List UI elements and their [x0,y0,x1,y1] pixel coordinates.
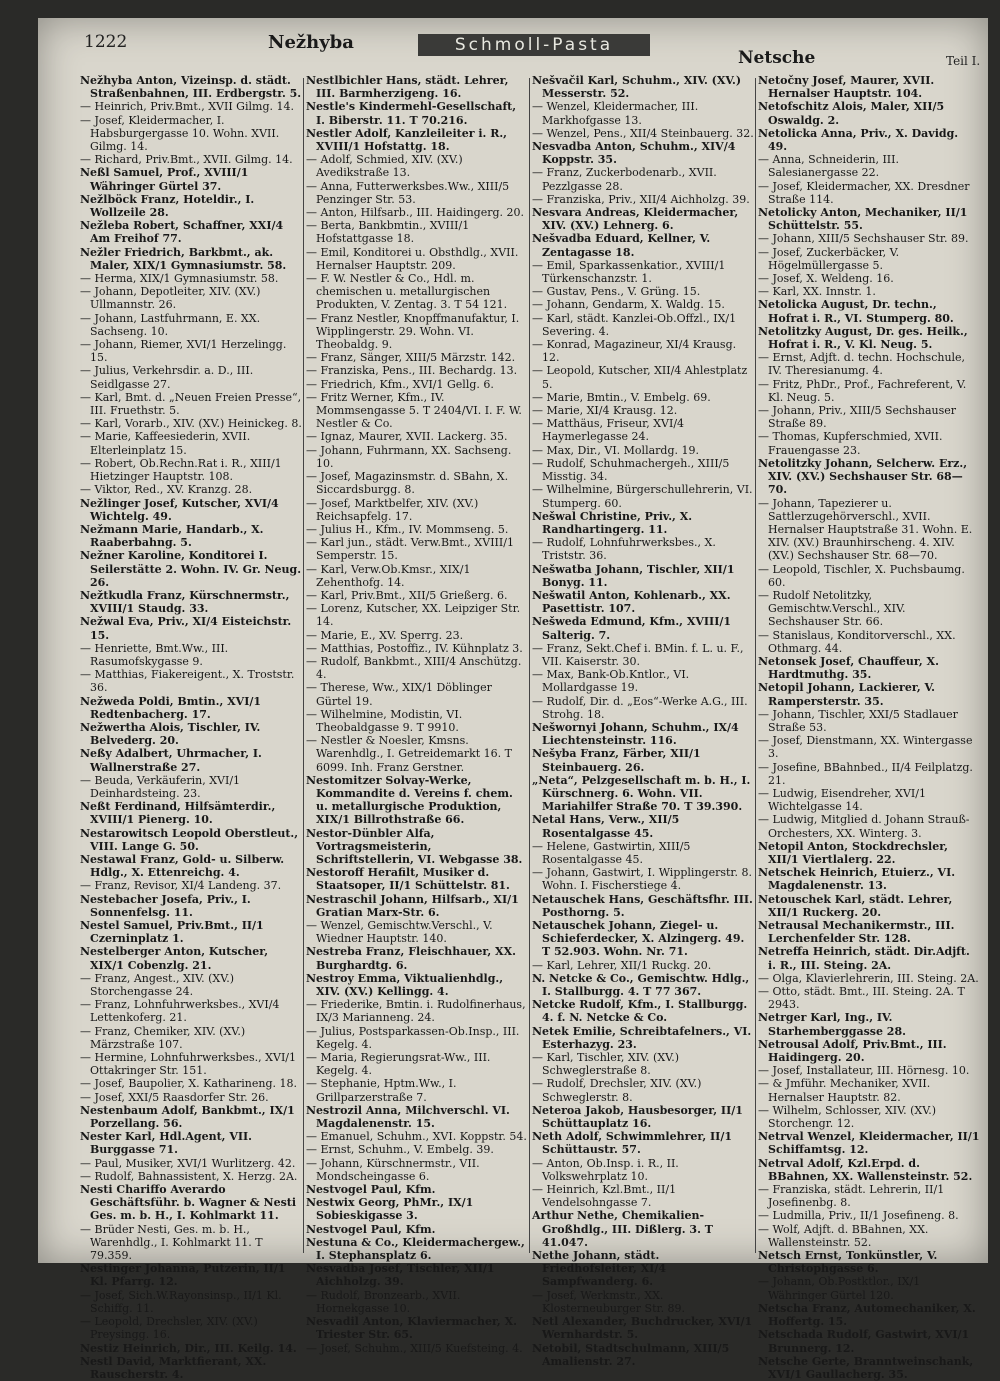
directory-entry: — Therese, Ww., XIX/1 Döblinger Gürtel 19. [306,681,492,708]
directory-entry: — Robert, Ob.Rechn.Rat i. R., XIII/1 Hietzinger Hauptstr. 108. [80,456,282,484]
directory-entry: — Josefine, BBahnbed., II/4 Feilplatzg. 21. [758,760,973,787]
directory-entry: — Adolf, Schmied, XIV. (XV.) Avedikstraße 13. [306,153,463,180]
directory-entry: — Josef, Kleidermacher, I. Habsburgergasse 10. Wohn. XVII. Gilmg. 14. [80,113,280,154]
directory-entry: Nesvadba Anton, Schuhm., XIV/4 Koppstr. 35. [532,140,736,167]
directory-entry: Nethe Johann, städt. Friedhofsleiter, XI/4 Sampfwanderg. 6. [532,1249,666,1289]
directory-entry: Nežtkudla Franz, Kürschnermstr., XVIII/1 Staudg. 33. [80,588,290,616]
directory-entry: — Marie, XI/4 Krausg. 12. [532,404,678,418]
directory-entry: — Heinrich, Kzl.Bmt., II/1 Vendelsohngasse 7. [532,1183,677,1210]
directory-page [38,18,988,1381]
column-2 [306,74,528,1355]
directory-entry: — Josef, XXI/5 Raasdorfer Str. 26. [80,1090,269,1104]
directory-entry: Netscha Franz, Automechaniker, X. Hoffertg. 15. [758,1301,976,1329]
page-number: 1222 [84,32,128,52]
directory-entry: Nestvogel Paul, Kfm. [306,1183,436,1197]
directory-entry: — Karl, Lehrer, XII/1 Ruckg. 20. [532,958,712,972]
directory-entry: Nešwatil Anton, Kohlenarb., XX. Pasettistr. 107. [532,588,731,616]
directory-entry: — Rudolf, Schuhmachergeh., XIII/5 Misstig. 34. [532,456,730,484]
directory-entry: — Rudolf, Bahnassistent, X. Herzg. 2A. [80,1169,298,1183]
directory-entry: Netsche Gerte, Branntweinschank, XVI/1 Gaullacherg. 35. [758,1354,974,1381]
directory-entry: — Franz, Revisor, XI/4 Landeng. 37. [80,879,282,893]
directory-entry: — Franz, Chemiker, XIV. (XV.) Märzstraße 107. [80,1024,246,1051]
directory-entry: — Josef, Marktbelfer, XIV. (XV.) Reichsapfelg. 17. [306,496,479,523]
directory-entry: — Fritz Werner, Kfm., IV. Mommsengasse 5. T 2404/VI. I. F. W. Nestler & Co. [306,390,522,431]
directory-entry: — Josef, Kleidermacher, XX. Dresdner Straße 114. [758,179,970,206]
directory-entry: Nestroy Emma, Viktualienhdlg., XIV. (XV.) Kellingg. 4. [306,971,504,999]
directory-entry: — Franz, Sänger, XIII/5 Märzstr. 142. [306,351,516,365]
directory-entry: — Wenzel, Kleidermacher, III. Markhofgasse 13. [532,100,699,127]
directory-entry: — Heinrich, Priv.Bmt., XVII Gilmg. 14. [80,100,294,114]
directory-entry: — Marie, Kaffeesiederin, XVII. Elterleinplatz 15. [80,430,251,457]
directory-entry: Neßt Ferdinand, Hilfsämterdir., XVIII/1 Pienerg. 10. [80,800,276,827]
directory-entry: Nešyba Franz, Färber, XII/1 Steinbauerg. 26. [532,747,701,774]
directory-entry: — Matthias, Postoffiz., IV. Kühnplatz 3. [306,641,523,655]
directory-entry: Nestenbaum Adolf, Bankbmt., IX/1 Porzellang. 56. [80,1103,295,1131]
directory-entry: — Rudolf, Bankbmt., XIII/4 Anschützg. 4. [306,654,522,682]
directory-entry: Nestler Adolf, Kanzleileiter i. R., XVIII/1 Hofstattg. 18. [306,126,508,154]
directory-entry: — Wenzel, Gemischtw.Verschl., V. Wiedner Hauptstr. 140. [306,919,493,946]
directory-entry: — Anton, Hilfsarb., III. Haidingerg. 20. [306,206,525,220]
column-divider [303,78,304,1253]
directory-entry: Nešvačil Karl, Schuhm., XIV. (XV.) Messerstr. 52. [532,74,742,101]
directory-entry: Nesvadba Josef, Tischler, XII/1 Aichholzg. 39. [306,1262,495,1289]
directory-entry: — Stephanie, Hptm.Ww., I. Grillparzerstraße 7. [306,1077,457,1104]
directory-entry: — Josef, Zuckerbäcker, V. Högelmüllergasse 5. [758,245,900,272]
directory-entry: Netschada Rudolf, Gastwirt, XVI/1 Brunnerg. 12. [758,1328,970,1355]
directory-columns [80,74,980,1381]
directory-entry: Netrausal Mechanikermstr., III. Lerchenfelder Str. 128. [758,919,955,946]
directory-entry: — Max, Bank-Ob.Kntlor., VI. Mollardgasse 19. [532,668,690,695]
directory-entry: Nežwal Eva, Priv., XI/4 Eisteichstr. 15. [80,615,292,642]
directory-entry: — Emil, Sparkassenkatior., XVIII/1 Türkenschanzstr. 1. [532,258,726,286]
directory-entry: — Ernst, Schuhm., V. Embelg. 39. [306,1143,494,1157]
part-label: Teil I. [946,54,981,68]
left-running-head: Nežhyba [268,32,354,53]
column-3 [532,74,754,1368]
directory-entry: — Stanislaus, Konditorverschl., XX. Othmarg. 44. [758,628,956,655]
directory-entry: — Rudolf, Dir. d. „Eos“-Werke A.G., III. Strohg. 18. [532,694,748,721]
directory-entry: — Karl jun., städt. Verw.Bmt., XVIII/1 Semperstr. 15. [306,536,514,563]
directory-entry: — Josef, Sich.W.Rayonsinsp., II/1 Kl. Schiffg. 11. [80,1288,282,1315]
directory-entry: — Franziska, Pens., III. Bechardg. 13. [306,364,518,378]
column-4 [758,74,980,1381]
directory-entry: — Wilhelmine, Modistin, VI. Theobaldgasse 9. T 9910. [306,707,463,734]
directory-entry: — Johann, Kürschnermstr., VII. Mondscheingasse 6. [306,1156,480,1183]
directory-entry: — Franziska, Priv., XII/4 Aichholzg. 39. [532,192,750,206]
directory-entry: — Marie, Bmtin., V. Embelg. 69. [532,390,711,404]
directory-entry: Netopil Anton, Stockdrechsler, XII/1 Viertlalerg. 22. [758,839,949,866]
directory-entry: Netl Alexander, Buchdrucker, XVI/1 Wernhardstr. 5. [532,1315,753,1342]
directory-entry: — Rudolf Netolitzky, Gemischtw.Verschl., XIV. Sechshauser Str. 66. [758,588,906,629]
directory-entry: Neth Adolf, Schwimmlehrer, II/1 Schüttaustr. 57. [532,1130,733,1157]
directory-entry: — Herma, XIX/1 Gymnasiumstr. 58. [80,272,279,286]
directory-entry: Nešvadba Eduard, Kellner, V. Zentagasse 18. [532,232,711,259]
right-running-head: Netsche [738,48,816,68]
directory-entry: — Karl, Tischler, XIV. (XV.) Schweglerstraße 8. [532,1051,679,1078]
directory-entry: — Rudolf, Bronzearb., XVII. Hornekgasse 10. [306,1288,461,1315]
directory-entry: Nežweda Poldi, Bmtin., XVI/1 Redtenbacherg. 17. [80,694,262,721]
directory-entry: — Johann, Tapezierer u. Sattlerzugehörverschl., XVII. Hernalser Hauptstraße 31. Wohn. E. XIV. (XV.) Braunhirscheng. 4. XIV. (XV.) Sechshauser Str. 68—70. [758,496,973,563]
directory-entry: Netofschitz Alois, Maler, XII/5 Oswaldg. 2. [758,100,945,127]
directory-entry: — Johann, Depotleiter, XIV. (XV.) Ullmannstr. 26. [80,285,261,312]
directory-entry: — Maria, Regierungsrat-Ww., III. Kegelg. 4. [306,1051,491,1078]
directory-entry: Netrger Karl, Ing., IV. Starhemberggasse 28. [758,1011,906,1038]
directory-entry: — Julius, Verkehrsdir. a. D., III. Seidlgasse 27. [80,364,254,391]
directory-entry: Netonsek Josef, Chauffeur, X. Hardtmuthg. 35. [758,654,939,682]
directory-entry: Netal Hans, Verw., XII/5 Rosentalgasse 45. [532,813,680,840]
directory-entry: — Wenzel, Pens., XII/4 Steinbauerg. 32. [532,126,754,140]
directory-entry: Nestle's Kindermehl-Gesellschaft, I. Biberstr. 11. T 70.216. [306,100,517,127]
directory-entry: — Ludmilla, Priv., II/1 Josefineng. 8. [758,1209,959,1223]
directory-entry: Nesvadil Anton, Klaviermacher, X. Triester Str. 65. [306,1315,517,1342]
directory-entry: Nestl David, Marktfierant, XX. Rauscherstr. 4. [80,1354,267,1381]
directory-entry: — & Jmführ. Mechaniker, XVII. Hernalser Hauptstr. 82. [758,1077,931,1104]
directory-entry: Nežmann Marie, Handarb., X. Raaberbahng. 5. [80,522,264,550]
directory-entry: Netolicka August, Dr. techn., Hofrat i. R., VI. Stumperg. 80. [758,298,954,325]
directory-entry: Nežlinger Josef, Kutscher, XVI/4 Wichtelg. 49. [80,496,279,523]
directory-entry: — Anton, Ob.Insp. i. R., II. Volkswehrplatz 10. [532,1156,679,1183]
directory-entry: — Johann, Gendarm, X. Waldg. 15. [532,298,725,312]
directory-entry: — Friedrich, Kfm., XVI/1 Gellg. 6. [306,377,494,391]
directory-entry: — Karl, Bmt. d. „Neuen Freien Presse“, III. Fruethstr. 5. [80,390,302,418]
directory-entry: — Max, Dir., VI. Mollardg. 19. [532,443,699,457]
directory-entry: Nestomitzer Solvay-Werke, Kommandite d. Vereins f. chem. u. metallurgische Produktion, XIX/1 Billrothstraße 66. [306,773,513,827]
directory-entry: — Karl, Vorarb., XIV. (XV.) Heinickeg. 8. [80,417,302,431]
directory-entry: — Julius, Postsparkassen-Ob.Insp., III. Kegelg. 4. [306,1024,520,1051]
directory-entry: Netopil Johann, Lackierer, V. Rampersterstr. 35. [758,681,935,708]
directory-entry: Netauschek Johann, Ziegel- u. Schieferdecker, X. Alzingerg. 49. T 52.903. Wohn. Nr. 71. [532,919,745,959]
column-divider [529,78,530,1253]
directory-entry: Nestraschil Johann, Hilfsarb., XI/1 Gratian Marx-Str. 6. [306,892,519,919]
directory-entry: — Franz Nestler, Knopffmanufaktur, I. Wipplingerstr. 29. Wohn. VI. Theobaldg. 9. [306,311,520,352]
directory-entry: „Neta“, Pelzgesellschaft m. b. H., I. Kürschnerg. 6. Wohn. VII. Mariahilfer Straße 70. T 39.390. [532,773,751,814]
directory-entry: Nesti Chariffo Averardo Geschäftsführ. b. Wagner & Nesti Ges. m. b. H., I. Kohlmarkt 11. [80,1183,297,1223]
directory-entry: Netek Emilie, Schreibtafelners., VI. Esterhazyg. 23. [532,1024,752,1051]
directory-entry: — Johann, Gastwirt, I. Wipplingerstr. 8. Wohn. I. Fischerstiege 4. [532,866,752,893]
directory-entry: Nestiz Heinrich, Dir., III. Keilg. 14. [80,1341,297,1355]
directory-entry: — Johann, Tischler, XXI/5 Stadlauer Straße 53. [758,707,958,734]
directory-entry: Netauschek Hans, Geschäftsfhr. III. Posthorng. 5. [532,892,753,919]
directory-entry: Netrval Adolf, Kzl.Erpd. d. BBahnen, XX. Wallensteinstr. 52. [758,1156,973,1183]
page-header [38,18,988,70]
directory-entry: — Helene, Gastwirtin, XIII/5 Rosentalgasse 45. [532,839,691,866]
directory-entry: — Richard, Priv.Bmt., XVII. Gilmg. 14. [80,153,293,167]
directory-entry: — Karl, Verw.Ob.Kmsr., XIX/1 Zehenthofg. 14. [306,562,471,589]
directory-entry: Netolicka Anna, Priv., X. Davidg. 49. [758,126,959,154]
directory-entry: Nešwornyi Johann, Schuhm., IX/4 Liechtensteinstr. 116. [532,720,739,748]
directory-entry: — Franz, Zuckerbodenarb., XVII. Pezzlgasse 28. [532,166,717,193]
directory-entry: — Franz, Angest., XIV. (XV.) Storchengasse 24. [80,971,235,999]
directory-entry: Netrousal Adolf, Priv.Bmt., III. Haidingerg. 20. [758,1037,947,1065]
directory-entry: — Brüder Nesti, Ges. m. b. H., Warenhdlg., I. Kohlmarkt 11. T 79.359. [80,1222,263,1263]
directory-entry: Nestinger Johanna, Putzerin, II/1 Kl. Pfarrg. 12. [80,1262,286,1289]
directory-entry: — Julius H., Kfm., IV. Mommseng. 5. [306,522,509,536]
directory-entry: Nestarowitsch Leopold Oberstleut., VIII. Lange G. 50. [80,826,299,853]
directory-entry: Nester Karl, Hdl.Agent, VII. Burggasse 71. [80,1130,252,1157]
directory-entry: Netobil, Stadtschulmann, XIII/5 Amalienstr. 27. [532,1341,730,1368]
directory-entry: Netsch Ernst, Tonkünstler, V. Christophgasse 6. [758,1249,938,1276]
directory-entry: — Anna, Futterwerksbes.Ww., XIII/5 Penzinger Str. 53. [306,179,510,206]
directory-entry: — Franz, Sekt.Chef i. BMin. f. L. u. F., VII. Kaiserstr. 30. [532,641,744,668]
directory-entry: — Emanuel, Schuhm., XVI. Koppstr. 54. [306,1130,527,1144]
directory-entry: Nežler Friedrich, Barkbmt., ak. Maler, XIX/1 Gymnasiumstr. 58. [80,245,287,272]
directory-entry: — Johann, Ob.Postktlor., IX/1 Währinger Gürtel 120. [758,1275,921,1302]
directory-entry: — Viktor, Red., XV. Kranzg. 28. [80,483,253,497]
directory-entry: — Nestler & Noesler, Kmsns. Warenhdlg., I. Getreidemarkt 16. T 6099. Inh. Franz Gerstner. [306,734,512,774]
directory-entry: — Leopold, Tischler, X. Puchsbaumg. 60. [758,562,965,589]
directory-entry: Nestlbichler Hans, städt. Lehrer, III. Barmherzigeng. 16. [306,74,509,101]
directory-entry: — Karl, städt. Kanzlei-Ob.Offzl., IX/1 Severing. 4. [532,311,737,338]
directory-entry: — Friederike, Bmtin. i. Rudolfinerhaus, IX/3 Marianneng. 24. [306,998,526,1025]
directory-entry: — Josef, Werkmstr., XX. Klosterneuburger Str. 89. [532,1288,686,1315]
directory-entry: Neßy Adalbert, Uhrmacher, I. Wallnerstraße 27. [80,747,262,774]
directory-entry: — Gustav, Pens., V. Grüng. 15. [532,285,701,299]
directory-entry: — Matthäus, Friseur, XVI/4 Haymerlegasse 24. [532,417,685,444]
directory-entry: Nestuna & Co., Kleidermachergew., I. Stephansplatz 6. [306,1235,525,1263]
directory-entry: — Johann, XIII/5 Sechshauser Str. 89. [758,232,969,246]
directory-entry: Nestel Samuel, Priv.Bmt., II/1 Czerninplatz 1. [80,919,264,946]
directory-entry: — Karl, Priv.Bmt., XII/5 Grießerg. 6. [306,588,508,602]
directory-entry: Nestawal Franz, Gold- u. Silberw. Hdlg., X. Ettenreichg. 4. [80,852,285,880]
directory-entry: — Josef, Baupolier, X. Katharineng. 18. [80,1077,297,1091]
directory-entry: — Konrad, Magazineur, XI/4 Krausg. 12. [532,338,737,365]
directory-entry: — Thomas, Kupferschmied, XVII. Frauengasse 23. [758,430,943,457]
directory-entry: Nežhyba Anton, Vizeinsp. d. städt. Straßenbahnen, III. Erdbergstr. 5. [80,74,302,101]
directory-entry: — Henriette, Bmt.Ww., III. Rasumofskygasse 9. [80,641,229,668]
directory-entry: Nesvara Andreas, Kleidermacher, XIV. (XV.) Lehnerg. 6. [532,206,739,233]
directory-entry: Nestwix Georg, PhMr., IX/1 Sobieskigasse 3. [306,1196,474,1223]
directory-entry: Nestelberger Anton, Kutscher, XIX/1 Cobenzlg. 21. [80,945,269,972]
directory-entry: — Johann, Lastfuhrmann, E. XX. Sachseng. 10. [80,311,261,338]
directory-entry: — Ernst, Adjft. d. techn. Hochschule, IV. Theresianumg. 4. [758,351,966,378]
directory-entry: Nežlböck Franz, Hoteldir., I. Wollzeile 28. [80,192,255,220]
directory-entry: — Franz, Lohnfuhrwerksbes., XVI/4 Lettenkoferg. 21. [80,998,280,1025]
directory-entry: Netočny Josef, Maurer, XVII. Hernalser Hauptstr. 104. [758,74,935,101]
directory-entry: Nežleba Robert, Schaffner, XXI/4 Am Freihof 77. [80,219,284,246]
directory-entry: — Wilhelmine, Bürgerschullehrerin, VI. Stumperg. 60. [532,483,753,510]
directory-entry: Nestor-Dünbler Alfa, Vortragsmeisterin, Schriftstellerin, VI. Webgasse 38. [306,826,523,866]
directory-entry: Nestoroff Herafilt, Musiker d. Staatsoper, II/1 Schüttelstr. 81. [306,866,510,893]
directory-entry: — Ignaz, Maurer, XVII. Lackerg. 35. [306,430,508,444]
directory-entry: — Anna, Schneiderin, III. Salesianergasse 22. [758,153,899,180]
directory-entry: Neteroa Jakob, Hausbesorger, II/1 Schüttauplatz 16. [532,1103,743,1131]
directory-entry: Nežner Karoline, Konditorei I. Seilerstätte 2. Wohn. IV. Gr. Neug. 26. [80,549,302,589]
directory-entry: Netcke Rudolf, Kfm., I. Stallburgg. 4. f. N. Netcke & Co. [532,998,748,1025]
directory-entry: — Matthias, Fiakereigent., X. Troststr. 36. [80,668,295,695]
directory-entry: — Beuda, Verkäuferin, XVI/1 Deinhardsteing. 23. [80,773,241,800]
directory-entry: — Josef, X. Weldeng. 16. [758,272,894,286]
directory-entry: Netolitzky August, Dr. ges. Heilk., Hofrat i. R., V. Kl. Neug. 5. [758,324,968,352]
directory-entry: Nežwertha Alois, Tischler, IV. Belvederg. 20. [80,720,261,748]
directory-entry: — Paul, Musiker, XVI/1 Wurlitzerg. 42. [80,1156,296,1170]
directory-entry: Netrval Wenzel, Kleidermacher, II/1 Schiffamtsg. 12. [758,1130,980,1157]
directory-entry: — Fritz, PhDr., Prof., Fachreferent, V. Kl. Neug. 5. [758,377,967,404]
directory-entry: — Wilhelm, Schlosser, XIV. (XV.) Storchengr. 12. [758,1103,937,1131]
directory-entry: — Josef, Dienstmann, XX. Wintergasse 3. [758,734,973,761]
directory-entry: Nešweda Edmund, Kfm., XVIII/1 Salterig. 7. [532,615,732,642]
directory-entry: — Berta, Bankbmtin., XVIII/1 Hofstattgasse 18. [306,219,470,246]
column-1 [80,74,302,1381]
directory-entry: — Lorenz, Kutscher, XX. Leipziger Str. 14. [306,602,521,629]
directory-entry: Netolitzky Johann, Selcherw. Erz., XIV. (XV.) Sechshauser Str. 68—70. [758,456,968,497]
directory-entry: — Karl, XX. Innstr. 1. [758,285,876,299]
directory-entry: Nešwatba Johann, Tischler, XII/1 Bonyg. 11. [532,562,735,589]
directory-entry: — Johann, Priv., XIII/5 Sechshauser Straße 89. [758,404,957,431]
directory-entry: — Leopold, Kutscher, XII/4 Ahlestplatz 5. [532,364,748,391]
directory-entry: Nestrozil Anna, Milchverschl. VI. Magdalenenstr. 15. [306,1103,510,1131]
directory-entry: — Josef, Installateur, III. Hörnesg. 10. [758,1064,970,1078]
directory-entry: — Emil, Konditorei u. Obsthdlg., XVII. Hernalser Hauptstr. 209. [306,245,519,272]
directory-entry: Nestvogel Paul, Kfm. [306,1222,436,1236]
directory-entry: — Leopold, Drechsler, XIV. (XV.) Preysingg. 16. [80,1315,258,1342]
directory-entry: — F. W. Nestler & Co., Hdl. m. chemischen u. metallurgischen Produkten, V. Zentag. 3. T 54 121. [306,272,508,312]
directory-entry: — Johann, Fuhrmann, XX. Sachseng. 10. [306,443,512,470]
directory-entry: — Otto, städt. Bmt., III. Steing. 2A. T 2943. [758,985,965,1012]
directory-entry: — Ludwig, Mitglied d. Johann Strauß-Orchesters, XX. Winterg. 3. [758,813,970,840]
directory-entry: — Johann, Riemer, XVI/1 Herzelingg. 15. [80,338,287,365]
directory-entry: — Josef, Schuhm., XIII/5 Kuefsteing. 4. [306,1341,523,1355]
directory-entry: Netreffa Heinrich, städt. Dir.Adjft. i. R., III. Steing. 2A. [758,945,970,972]
directory-entry: Netouschek Karl, städt. Lehrer, XII/1 Ruckerg. 20. [758,892,953,919]
column-divider [755,78,756,1253]
directory-entry: Nestebacher Josefa, Priv., I. Sonnenfelsg. 11. [80,892,251,919]
directory-entry: — Ludwig, Eisendreher, XVI/1 Wichtelgasse 14. [758,786,926,814]
directory-entry: — Josef, Magazinsmstr. d. SBahn, X. Siccardsburgg. 8. [306,470,509,497]
directory-entry: — Rudolf, Drechsler, XIV. (XV.) Schweglerstr. 8. [532,1077,702,1104]
advertising-banner: Schmoll-Pasta [418,34,650,56]
directory-entry: — Franziska, städt. Lehrerin, II/1 Josefinenbg. 8. [758,1183,945,1210]
directory-entry: N. Netcke & Co., Gemischtw. Hdlg., I. Stallburgg. 4. T 77 367. [532,971,750,999]
directory-entry: Neßl Samuel, Prof., XVIII/1 Währinger Gürtel 37. [80,166,249,193]
directory-entry: — Olga, Klavierlehrerin, III. Steing. 2A. [758,971,979,985]
directory-entry: Netolicky Anton, Mechaniker, II/1 Schüttelstr. 55. [758,206,968,233]
directory-entry: — Hermine, Lohnfuhrwerksbes., XVI/1 Ottakringer Str. 151. [80,1051,296,1078]
directory-entry: Nešwal Christine, Priv., X. Randhartingerg. 11. [532,509,693,536]
directory-entry: Arthur Nethe, Chemikalien-Großhdlg., III. Dißlerg. 3. T 41.047. [532,1209,713,1249]
directory-entry: — Wolf, Adjft. d. BBahnen, XX. Wallensteinstr. 52. [758,1222,929,1249]
directory-entry: — Rudolf, Lohnfuhrwerksbes., X. Triststr. 36. [532,536,716,563]
directory-entry: — Marie, E., XV. Sperrg. 23. [306,628,464,642]
directory-entry: Nestreba Franz, Fleischhauer, XX. Burghardtg. 6. [306,945,516,972]
directory-entry: Netschek Heinrich, Etuierz., VI. Magdalenenstr. 13. [758,866,956,893]
